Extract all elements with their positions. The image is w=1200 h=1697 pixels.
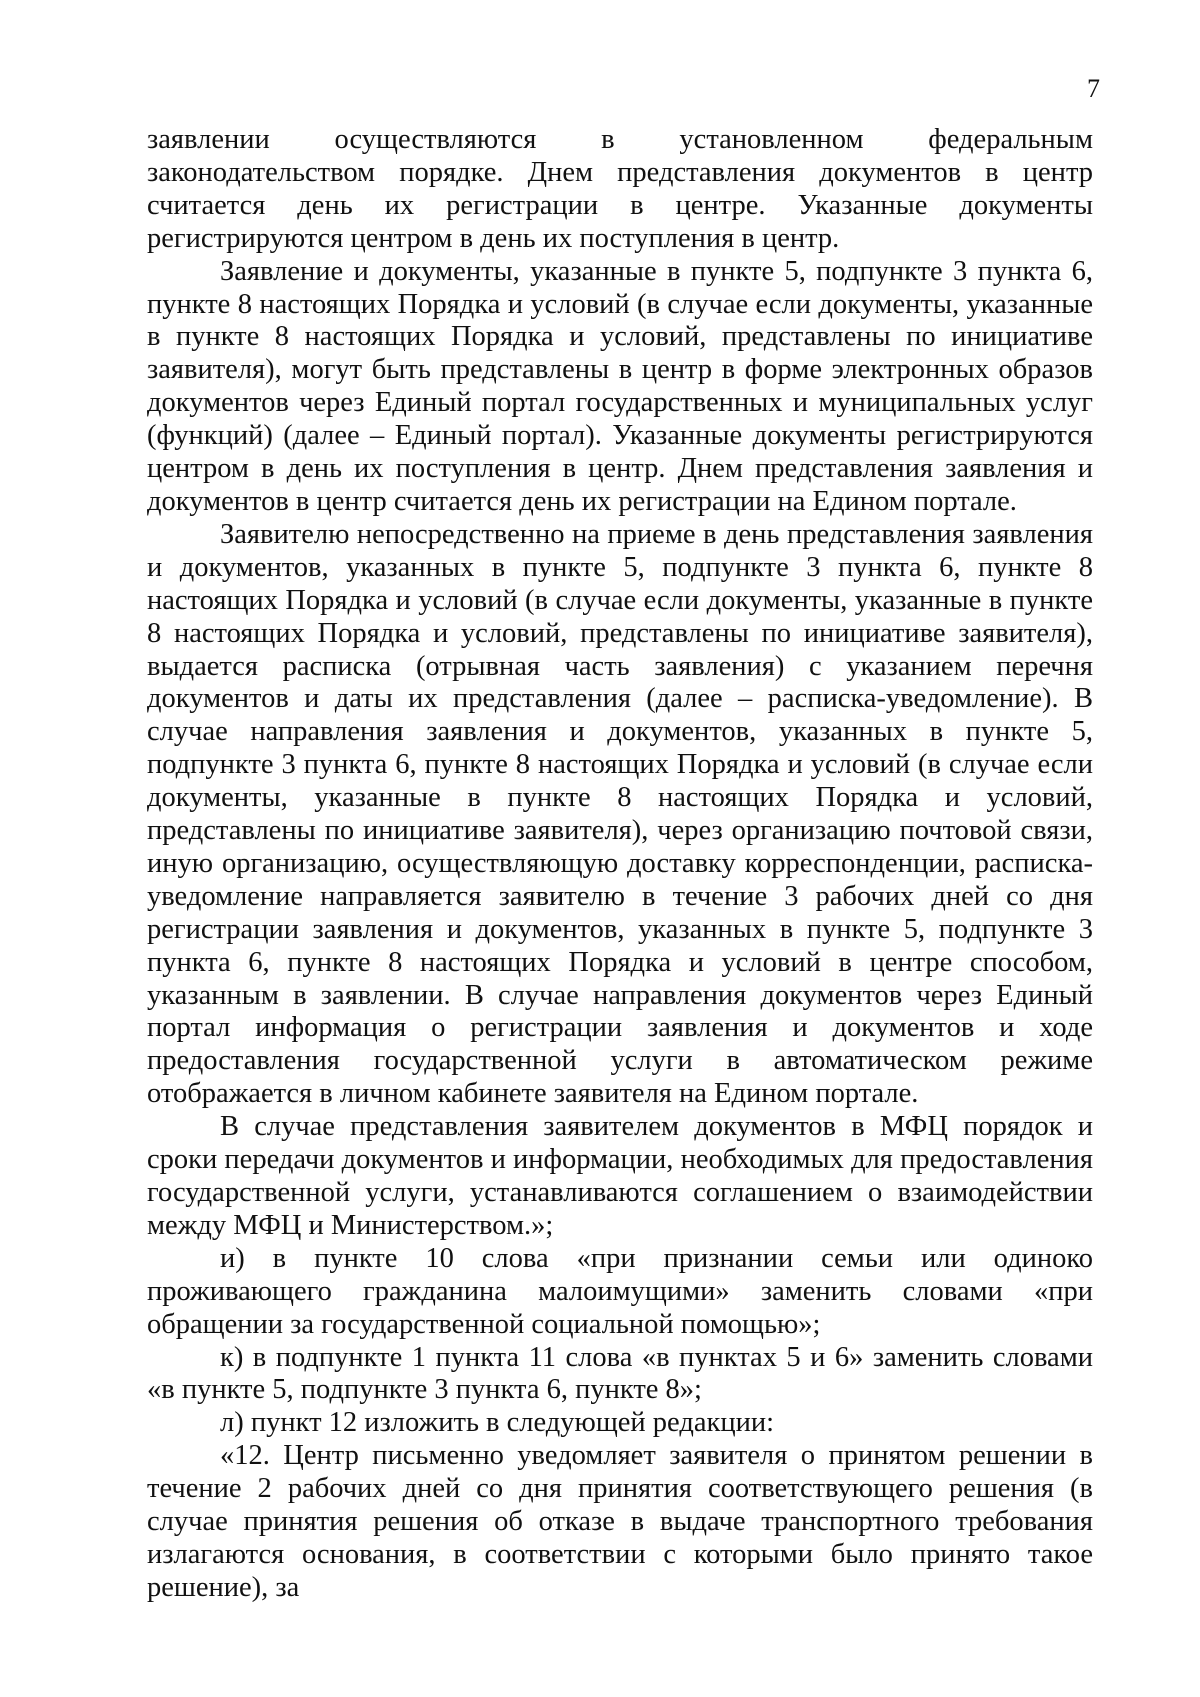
paragraph-item-i: и) в пункте 10 слова «при признании семьи или одиноко проживающего гражданина малоимущими» заменить словами «при обращении за государственной социальной помощью»; — [147, 1242, 1093, 1340]
paragraph-continuation: заявлении осуществляются в установленном федеральным законодательством порядке. Днем представления документов в центр считается день их регистрации в центре. Указанные документы регистрируются центром в день их поступления в центр. — [147, 124, 1093, 254]
paragraph-point-12: «12. Центр письменно уведомляет заявителя о принятом решении в течение 2 рабочих дней со дня принятия соответствующего решения (в случае принятия решения об отказе в выдаче транспортного требования излагаются основания, в соответствии с которыми было принято такое решение), за — [147, 1440, 1093, 1603]
paragraph-electronic-submission: Заявление и документы, указанные в пункте 5, подпункте 3 пункта 6, пункте 8 настоящих Порядка и условий (в случае если документы, указанные в пункте 8 настоящих Порядка и условий, представлены по инициативе заявителя), могут быть представлены в центр в форме электронных образов документов через Единый портал государственных и муниципальных услуг (функций) (далее – Единый портал). Указанные документы регистрируются центром в день их поступления в центр. Днем представления заявления и документов в центр считается день их регистрации на Едином портале. — [147, 255, 1093, 517]
paragraph-item-l: л) пункт 12 изложить в следующей редакции: — [220, 1407, 774, 1439]
document-body — [147, 124, 1093, 1605]
paragraph-receipt-notice: Заявителю непосредственно на приеме в день представления заявления и документов, указанных в пункте 5, подпункте 3 пункта 6, пункте 8 настоящих Порядка и условий (в случае если документы, указанные в пункте 8 настоящих Порядка и условий, представлены по инициативе заявителя), выдается расписка (отрывная часть заявления) с указанием перечня документов и даты их представления (далее – расписка-уведомление). В случае направления заявления и документов, указанных в пункте 5, подпункте 3 пункта 6, пункте 8 настоящих Порядка и условий (в случае если документы, указанные в пункте 8 настоящих Порядка и условий, представлены по инициативе заявителя), через организацию почтовой связи, иную организацию, осуществляющую доставку корреспонденции, расписка-уведомление направляется заявителю в течение 3 рабочих дней со дня регистрации заявления и документов, указанных в пункте 5, подпункте 3 пункта 6, пункте 8 настоящих Порядка и условий в центре способом, указанным в заявлении. В случае направления документов через Единый портал информация о регистрации заявления и документов и ходе предоставления государственной услуги в автоматическом режиме отображается в личном кабинете заявителя на Едином портале. — [147, 518, 1093, 1110]
paragraph-item-k: к) в подпункте 1 пункта 11 слова «в пунктах 5 и 6» заменить словами «в пункте 5, подпункте 3 пункта 6, пункте 8»; — [147, 1341, 1093, 1406]
page-number: 7 — [1087, 74, 1100, 103]
paragraph-mfc-submission: В случае представления заявителем документов в МФЦ порядок и сроки передачи документов и информации, необходимых для предоставления государственной услуги, устанавливаются соглашением о взаимодействии между МФЦ и Министерством.»; — [147, 1111, 1093, 1241]
